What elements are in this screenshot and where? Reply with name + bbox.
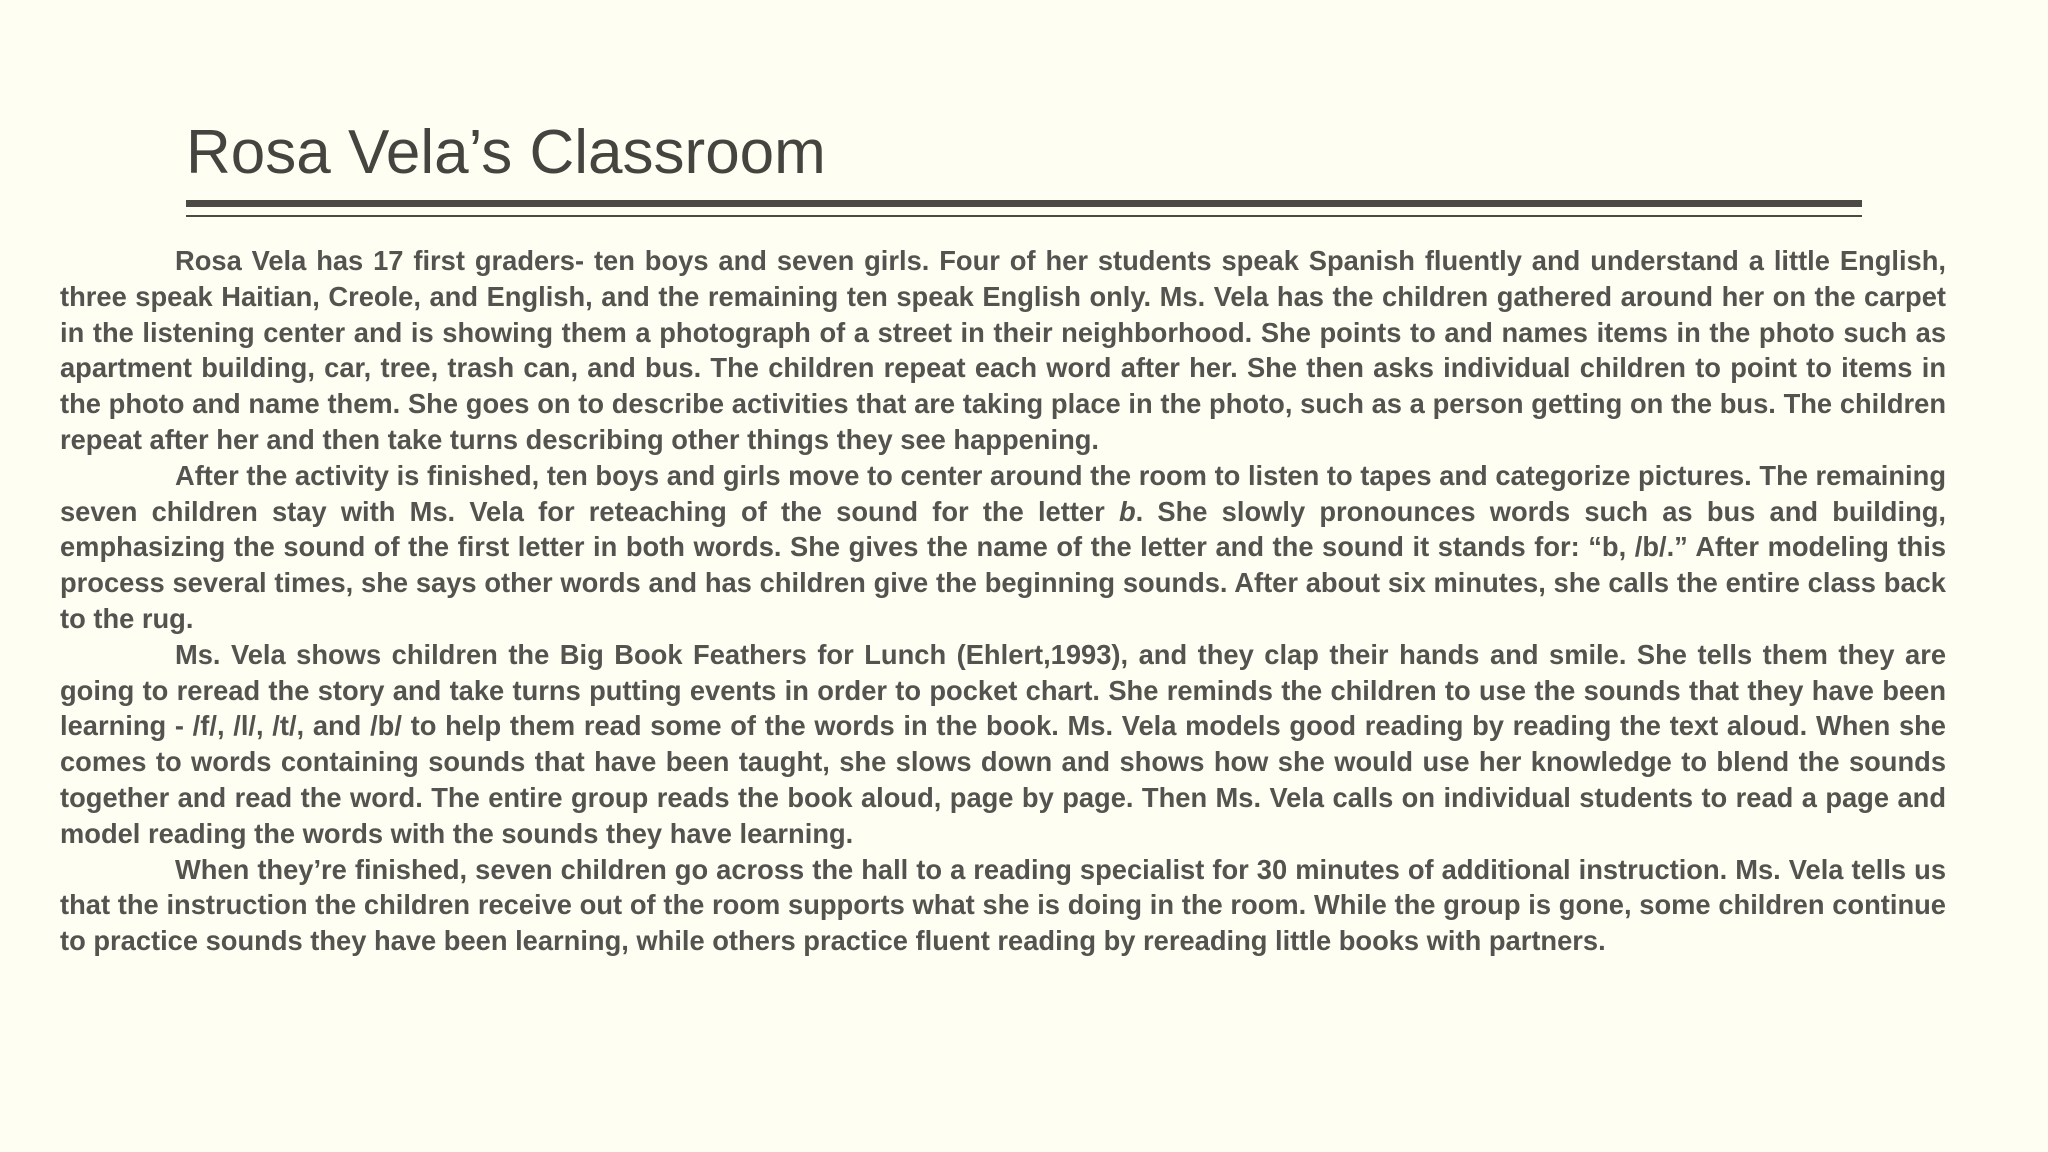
paragraph-4: When they’re finished, seven children go across the hall to a reading specialist for 30 minutes of additional instruction. Ms. Vela tells us that the instruction the children receive out of the room supports what she is doing in the room. While the group is gone, some children continue to practice sounds they have been learning, while others practice fluent reading by rereading little books with partners. [60,853,1946,957]
letter-b-italic: b [1118,495,1136,527]
paragraph-3: Ms. Vela shows children the Big Book Feathers for Lunch (Ehlert,1993), and they clap their hands and smile. She tells them they are going to reread the story and take turns putting events in order to pocket chart. She reminds the children to use the sounds that they have been learning - /f/, /l/, /t/, and /b/ to help them read some of the words in the book. Ms. Vela models good reading by reading the text aloud. When she comes to words containing sounds that have been taught, she slows down and shows how she would use her knowledge to blend the sounds together and read the word. The entire group reads the book aloud, page by page. Then Ms. Vela calls on individual students to read a page and model reading the words with the sounds they have learning. [60,638,1946,849]
paragraph-2-text-before: After the activity is finished, ten boys and girls move to center around the room to listen to tapes and categorize pictures. The remaining seven children stay with Ms. Vela for reteaching of the sound for the letter [60,459,1946,527]
slide-body [60,243,1946,959]
slide-title: Rosa Vela’s Classroom [186,118,826,187]
paragraph-1: Rosa Vela has 17 first graders- ten boys and seven girls. Four of her students speak Spanish fluently and understand a little English, three speak Haitian, Creole, and English, and the remaining ten speak English only. Ms. Vela has the children gathered around her on the carpet in the listening center and is showing them a photograph of a street in their neighborhood. She points to and names items in the photo such as apartment building, car, tree, trash can, and bus. The children repeat each word after her. She then asks individual children to point to items in the photo and name them. She goes on to describe activities that are taking place in the photo, such as a person getting on the bus. The children repeat after her and then take turns describing other things they see happening. [60,245,1946,455]
paragraph-2 [60,458,1946,637]
title-underline-thin [186,215,1862,217]
title-underline-thick [186,200,1862,207]
paragraph-2-text-after: . She slowly pronounces words such as bus and building, emphasizing the sound of the first letter in both words. She gives the name of the letter and the sound it stands for: “b, /b/.” After modeling this process several times, she says other words and has children give the beginning sounds. After about six minutes, she calls the entire class back to the rug. [60,495,1946,634]
